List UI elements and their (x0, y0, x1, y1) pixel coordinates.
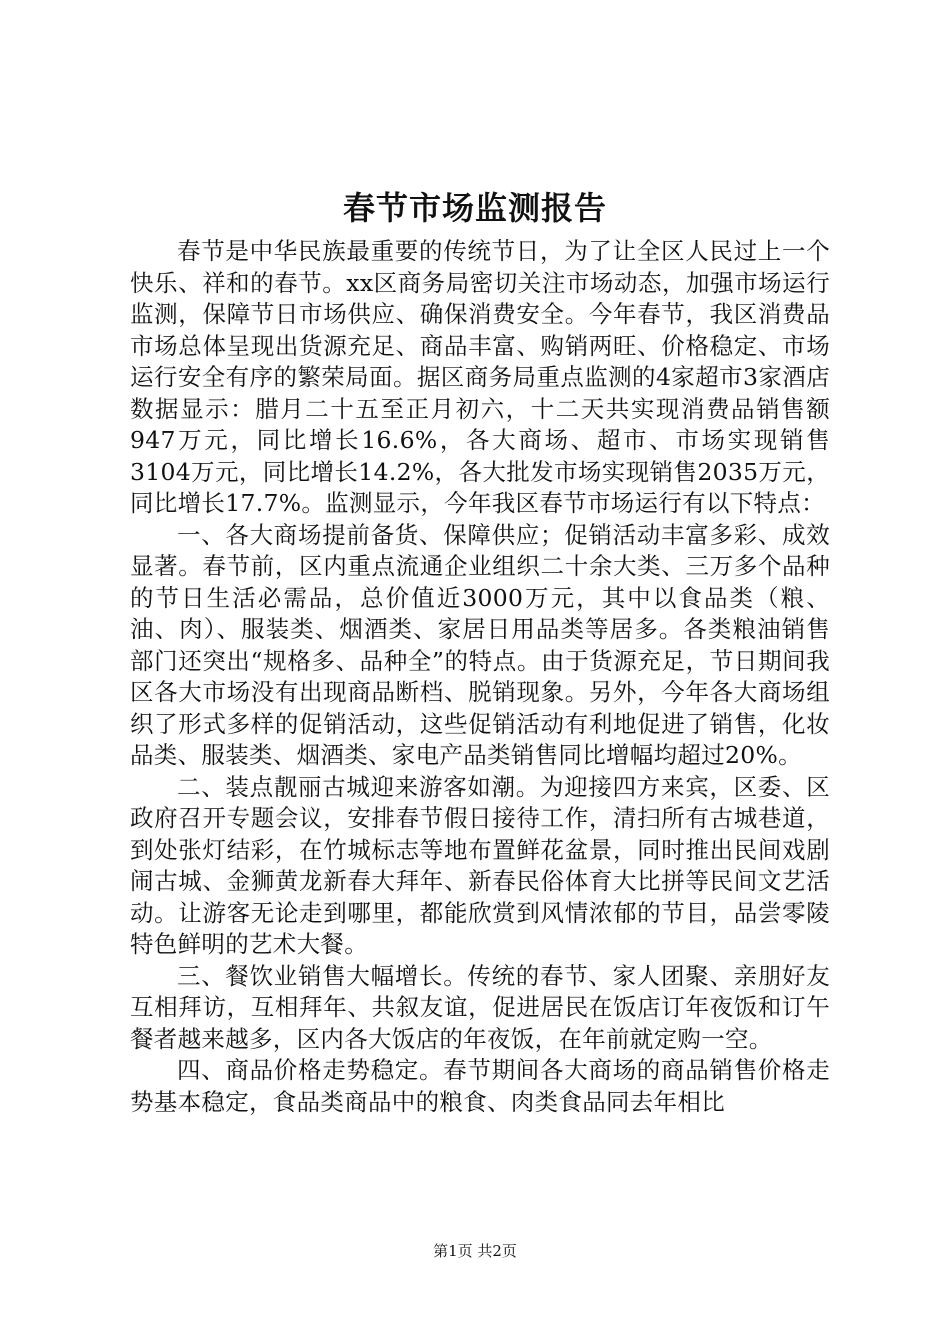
section-three-paragraph: 三、餐饮业销售大幅增长。传统的春节、家人团聚、亲朋好友互相拜访，互相拜年、共叙友谊，促进居民在饭店订年夜饭和订午餐者越来越多，区内各大饭店的年夜饭，在年前就定购一空。 (130, 961, 830, 1053)
section-two-paragraph: 二、装点靓丽古城迎来游客如潮。为迎接四方来宾，区委、区政府召开专题会议，安排春节假日接待工作，清扫所有古城巷道，到处张灯结彩，在竹城标志等地布置鲜花盆景，同时推出民间戏剧闹古城、金狮黄龙新春大拜年、新春民俗体育大比拼等民间文艺活动。让游客无论走到哪里，都能欣赏到风情浓郁的节目，品尝零陵特色鲜明的艺术大餐。 (130, 772, 830, 958)
page-number-footer: 第1页 共2页 (433, 1242, 517, 1260)
document-body (130, 236, 830, 1118)
section-one-paragraph: 一、各大商场提前备货、保障供应；促销活动丰富多彩、成效显著。春节前，区内重点流通企业组织二十余大类、三万多个品种的节日生活必需品，总价值近3000万元，其中以食品类（粮、油、肉）、服装类、烟酒类、家居日用品类等居多。各类粮油销售部门还突出“规格多、品种全”的特点。由于货源充足，节日期间我区各大市场没有出现商品断档、脱销现象。另外，今年各大商场组织了形式多样的促销活动，这些促销活动有利地促进了销售，化妆品类、服装类、烟酒类、家电产品类销售同比增幅均超过20%。 (130, 520, 830, 769)
intro-paragraph: 春节是中华民族最重要的传统节日，为了让全区人民过上一个快乐、祥和的春节。xx区商务局密切关注市场动态，加强市场运行监测，保障节日市场供应、确保消费安全。今年春节，我区消费品市场总体呈现出货源充足、商品丰富、购销两旺、价格稳定、市场运行安全有序的繁荣局面。据区商务局重点监测的4家超市3家酒店数据显示：腊月二十五至正月初六，十二天共实现消费品销售额947万元，同比增长16.6%，各大商场、超市、市场实现销售3104万元，同比增长14.2%，各大批发市场实现销售2035万元，同比增长17.7%。监测显示，今年我区春节市场运行有以下特点： (130, 237, 830, 517)
section-four-paragraph: 四、商品价格走势稳定。春节期间各大商场的商品销售价格走势基本稳定，食品类商品中的粮食、肉类食品同去年相比 (130, 1056, 830, 1116)
document-title: 春节市场监测报告 (342, 189, 607, 227)
